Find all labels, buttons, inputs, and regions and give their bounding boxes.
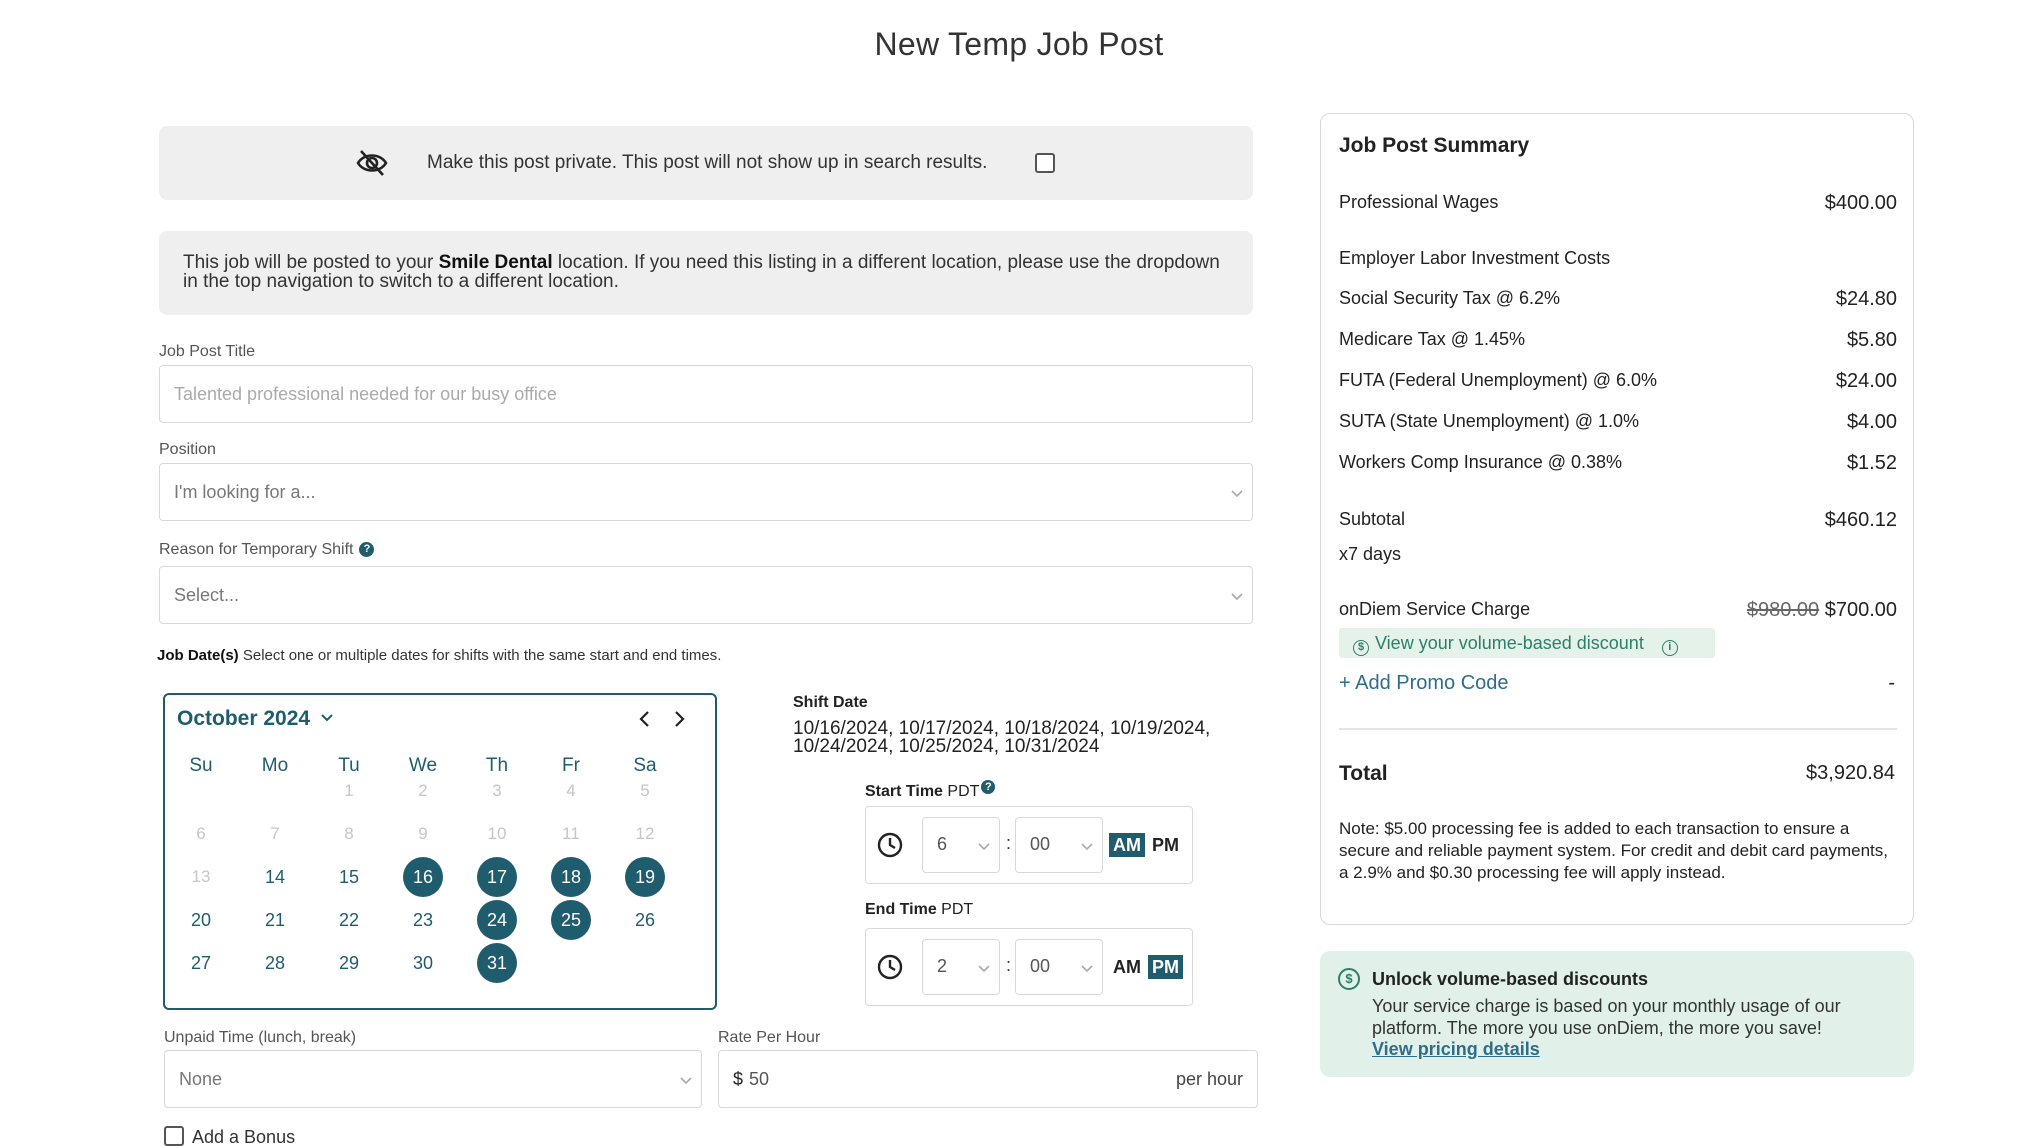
tax-row xyxy=(1339,288,1897,309)
service-charge-amount: $700.00 xyxy=(1824,599,1897,621)
calendar-day: 1 xyxy=(344,781,354,800)
start-time-tz: PDT xyxy=(942,783,980,800)
tax-label: SUTA (State Unemployment) @ 1.0% xyxy=(1339,411,1640,431)
calendar-day[interactable]: 29 xyxy=(338,953,360,973)
end-minute-select[interactable] xyxy=(1015,939,1103,995)
job-dates-label xyxy=(157,647,737,665)
calendar-day: 2 xyxy=(418,781,428,800)
tax-amount: $5.80 xyxy=(1846,329,1897,351)
end-hour-value: 2 xyxy=(937,956,948,976)
calendar-day-selected[interactable]: 31 xyxy=(477,943,517,983)
private-post-banner xyxy=(159,126,1253,200)
dollar-icon: $ xyxy=(1353,640,1369,656)
start-am-toggle[interactable]: AM xyxy=(1109,833,1145,857)
time-colon: : xyxy=(1006,955,1012,975)
weekday-header: Th xyxy=(485,755,509,776)
end-time-label-wrap xyxy=(865,901,973,919)
calendar-day: 6 xyxy=(196,824,206,843)
calendar-day: 4 xyxy=(566,781,576,800)
volume-discount-banner xyxy=(1320,951,1914,1077)
volume-discount-link[interactable] xyxy=(1339,628,1715,658)
job-dates-title: Job Date(s) xyxy=(157,647,239,664)
chevron-down-icon xyxy=(1230,589,1244,603)
weekday-header: Mo xyxy=(261,755,289,776)
chevron-down-icon xyxy=(320,710,334,724)
volume-discount-text: View your volume-based discount xyxy=(1375,633,1644,653)
unpaid-time-value: None xyxy=(179,1068,223,1089)
calendar-day: 5 xyxy=(640,781,650,800)
chevron-down-icon xyxy=(1230,486,1244,500)
start-time-label: Start Time xyxy=(865,783,943,800)
tax-amount: $4.00 xyxy=(1846,411,1897,433)
rate-currency: $ xyxy=(733,1068,744,1089)
service-charge-row xyxy=(1339,599,1897,620)
tax-amount: $24.00 xyxy=(1835,370,1897,392)
total-amount: $3,920.84 xyxy=(1806,762,1895,784)
service-charge-label: onDiem Service Charge xyxy=(1339,599,1531,619)
end-minute-value: 00 xyxy=(1030,956,1051,976)
days-row xyxy=(1339,544,1897,565)
tax-row xyxy=(1339,329,1897,350)
help-icon[interactable]: ? xyxy=(359,542,374,557)
calendar-day[interactable]: 26 xyxy=(634,910,656,930)
weekday-header: Sa xyxy=(633,755,657,776)
tax-label: Medicare Tax @ 1.45% xyxy=(1339,329,1526,349)
calendar-day-selected[interactable]: 19 xyxy=(625,857,665,897)
start-hour-value: 6 xyxy=(937,834,948,854)
start-time-picker xyxy=(865,806,1193,884)
weekday-header: Fr xyxy=(562,755,580,776)
weekday-header: Tu xyxy=(338,755,360,776)
add-bonus-option[interactable] xyxy=(164,1126,295,1146)
time-colon: : xyxy=(1006,833,1012,853)
rate-unit: per hour xyxy=(1175,1069,1243,1089)
add-bonus-label: Add a Bonus xyxy=(192,1127,296,1146)
tax-label: Workers Comp Insurance @ 0.38% xyxy=(1339,452,1623,472)
tax-amount: $1.52 xyxy=(1846,452,1897,474)
professional-wages-amount: $400.00 xyxy=(1824,192,1897,214)
rate-value: 50 xyxy=(749,1068,770,1089)
calendar-day[interactable]: 15 xyxy=(338,867,360,887)
end-hour-select[interactable] xyxy=(922,939,1000,995)
calendar-day-selected[interactable]: 16 xyxy=(403,857,443,897)
location-name: Smile Dental xyxy=(438,252,553,273)
date-picker-calendar xyxy=(163,693,717,1010)
location-info-prefix: This job will be posted to your xyxy=(183,252,439,273)
subtotal-label: Subtotal xyxy=(1339,509,1406,529)
end-time-tz: PDT xyxy=(936,901,974,918)
location-info-banner xyxy=(159,231,1253,315)
processing-fee-note: Note: $5.00 processing fee is added to each transaction to ensure a secure and reliable payment system. For credit and debit card payments, a 2.9% and $0.30 processing fee will apply instead. xyxy=(1339,819,1888,882)
eye-off-icon xyxy=(355,148,389,178)
tax-label: FUTA (Federal Unemployment) @ 6.0% xyxy=(1339,370,1658,390)
add-promo-code-link[interactable]: + Add Promo Code xyxy=(1339,672,1509,694)
professional-wages-label: Professional Wages xyxy=(1339,192,1499,212)
calendar-day-selected[interactable]: 17 xyxy=(477,857,517,897)
view-pricing-details-link[interactable]: View pricing details xyxy=(1372,1039,1540,1059)
start-time-label-wrap xyxy=(865,780,995,801)
calendar-day: 12 xyxy=(635,824,655,843)
position-label: Position xyxy=(159,441,216,458)
start-minute-select[interactable] xyxy=(1015,817,1103,873)
calendar-day-selected[interactable]: 25 xyxy=(551,900,591,940)
clock-icon xyxy=(876,831,904,859)
reason-value: Select... xyxy=(174,584,240,605)
location-info-suffix: location. If you need this listing in a different location, please use the dropdown in the top navigation to switch to a different location. xyxy=(183,252,1220,292)
job-title-label: Job Post Title xyxy=(159,343,256,360)
weekday-header: Su xyxy=(189,755,213,776)
volume-discount-title: Unlock volume-based discounts xyxy=(1372,969,1649,989)
start-pm-toggle[interactable]: PM xyxy=(1152,835,1179,855)
clock-icon xyxy=(876,953,904,981)
subtotal-row xyxy=(1339,509,1897,530)
tax-amount: $24.80 xyxy=(1835,288,1897,310)
add-bonus-checkbox[interactable] xyxy=(164,1126,184,1146)
chevron-down-icon xyxy=(977,839,991,853)
calendar-day[interactable]: 14 xyxy=(264,867,286,887)
position-select[interactable] xyxy=(159,463,1253,521)
chevron-down-icon xyxy=(977,961,991,975)
job-title-placeholder: Talented professional needed for our busy office xyxy=(174,383,557,404)
chevron-right-icon[interactable] xyxy=(669,708,689,730)
calendar-day[interactable]: 20 xyxy=(190,910,212,930)
calendar-day-selected[interactable]: 18 xyxy=(551,857,591,897)
calendar-day: 7 xyxy=(270,824,280,843)
chevron-down-icon xyxy=(679,1073,693,1087)
private-post-checkbox[interactable] xyxy=(1035,153,1055,173)
end-time-label: End Time xyxy=(865,901,937,918)
employer-costs-heading xyxy=(1339,248,1897,269)
calendar-day[interactable]: 23 xyxy=(412,910,434,930)
calendar-day: 13 xyxy=(191,867,211,886)
job-dates-hint: Select one or multiple dates for shifts with the same start and end times. xyxy=(238,647,722,664)
employer-costs-label: Employer Labor Investment Costs xyxy=(1339,248,1611,268)
calendar-day: 10 xyxy=(487,824,507,843)
summary-divider xyxy=(1339,728,1897,730)
tax-row xyxy=(1339,411,1897,432)
private-post-text: Make this post private. This post will not show up in search results. xyxy=(427,152,988,173)
days-multiplier: x7 days xyxy=(1339,544,1402,564)
reason-select[interactable] xyxy=(159,566,1253,624)
job-post-summary xyxy=(1320,113,1914,925)
rate-input[interactable] xyxy=(718,1050,1258,1108)
calendar-day-selected[interactable]: 24 xyxy=(477,900,517,940)
subtotal-amount: $460.12 xyxy=(1824,509,1897,531)
dollar-icon: $ xyxy=(1338,968,1360,990)
chevron-down-icon xyxy=(1080,961,1094,975)
chevron-left-icon[interactable] xyxy=(635,708,655,730)
unpaid-time-label: Unpaid Time (lunch, break) xyxy=(164,1029,357,1046)
help-icon[interactable]: ? xyxy=(981,780,995,794)
calendar-day: 11 xyxy=(562,824,580,843)
calendar-day: 9 xyxy=(418,824,428,843)
summary-title: Job Post Summary xyxy=(1339,134,1530,157)
professional-wages-row xyxy=(1339,192,1897,213)
service-charge-original: $980.00 xyxy=(1746,599,1820,621)
promo-code-value: - xyxy=(1888,672,1895,694)
tax-label: Social Security Tax @ 6.2% xyxy=(1339,288,1561,308)
job-title-input[interactable] xyxy=(159,365,1253,423)
shift-date-label: Shift Date xyxy=(793,694,868,711)
calendar-day[interactable]: 28 xyxy=(264,953,286,973)
calendar-day: 3 xyxy=(492,781,502,800)
reason-label-wrap xyxy=(159,541,374,559)
shift-date-value: 10/16/2024, 10/17/2024, 10/18/2024, 10/19/2024, 10/24/2024, 10/25/2024, 10/31/2024 xyxy=(793,718,1211,757)
calendar-day: 8 xyxy=(344,824,354,843)
rate-label: Rate Per Hour xyxy=(718,1029,821,1046)
end-am-toggle[interactable]: AM xyxy=(1113,957,1141,977)
calendar-day[interactable]: 30 xyxy=(412,953,434,973)
end-time-picker xyxy=(865,928,1193,1006)
calendar-day[interactable]: 27 xyxy=(190,953,212,973)
total-label: Total xyxy=(1339,762,1388,785)
chevron-down-icon xyxy=(1080,839,1094,853)
calendar-month-label: October 2024 xyxy=(177,707,311,730)
reason-label: Reason for Temporary Shift xyxy=(159,541,354,558)
volume-discount-body: Your service charge is based on your monthly usage of our platform. The more you use onDiem, the more you save! xyxy=(1372,996,1841,1038)
unpaid-time-select[interactable] xyxy=(164,1050,702,1108)
tax-row xyxy=(1339,370,1897,391)
start-minute-value: 00 xyxy=(1030,834,1051,854)
position-value: I'm looking for a... xyxy=(174,481,316,502)
info-icon[interactable]: i xyxy=(1662,640,1678,656)
calendar-month-selector[interactable] xyxy=(177,707,334,731)
calendar-day[interactable]: 22 xyxy=(338,910,360,930)
tax-row xyxy=(1339,452,1897,473)
start-hour-select[interactable] xyxy=(922,817,1000,873)
weekday-header: We xyxy=(408,755,438,776)
page-title: New Temp Job Post xyxy=(874,26,1164,62)
service-charge-amount-wrap xyxy=(1747,599,1897,622)
end-pm-toggle[interactable]: PM xyxy=(1148,955,1183,979)
calendar-day[interactable]: 21 xyxy=(264,910,286,930)
